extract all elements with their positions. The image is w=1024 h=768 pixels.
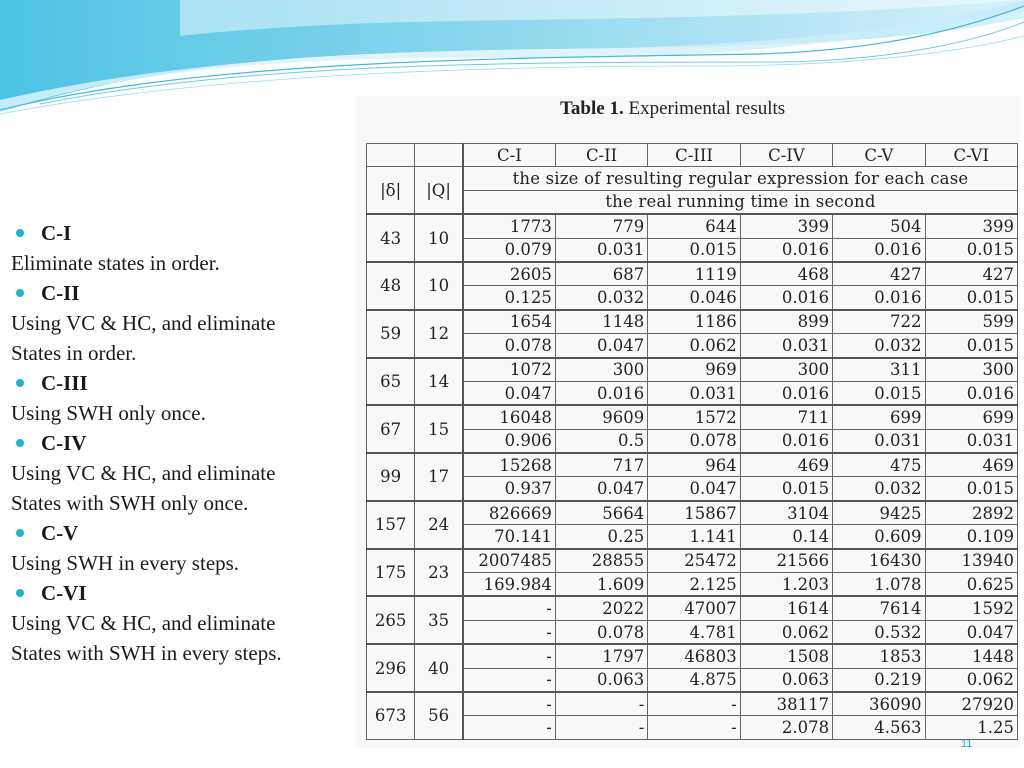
delta-cell: 48 <box>367 262 415 310</box>
table-row <box>367 692 1018 716</box>
size-cell: 699 <box>925 405 1017 429</box>
time-cell: - <box>463 620 555 644</box>
time-cell: 0.047 <box>925 620 1017 644</box>
header-cell <box>415 144 463 167</box>
bullet-icon <box>16 529 24 537</box>
delta-cell: 59 <box>367 310 415 358</box>
table-row <box>367 668 1018 692</box>
table-row <box>367 716 1018 739</box>
table-row <box>367 525 1018 549</box>
size-cell: 1654 <box>463 310 555 334</box>
case-description: Using VC & HC, and eliminate <box>11 311 276 335</box>
q-cell: 40 <box>415 644 463 692</box>
time-cell: 0.016 <box>740 238 832 262</box>
case-description: Using SWH in every steps. <box>11 551 240 575</box>
case-description: States with SWH in every steps. <box>11 641 282 665</box>
case-item <box>11 428 351 518</box>
time-cell: 1.141 <box>648 525 740 549</box>
time-cell: 0.032 <box>833 334 925 358</box>
case-item <box>11 578 351 668</box>
size-cell: 300 <box>925 358 1017 382</box>
size-cell: 427 <box>925 262 1017 286</box>
table-row <box>367 381 1018 405</box>
table-row <box>367 334 1018 358</box>
time-cell: 0.5 <box>555 429 647 453</box>
time-cell: 4.781 <box>648 620 740 644</box>
table-row <box>367 214 1018 238</box>
size-cell: 717 <box>555 453 647 477</box>
time-cell: 0.046 <box>648 286 740 310</box>
size-row-header: the size of resulting regular expression for each case <box>463 167 1018 190</box>
size-cell: 699 <box>833 405 925 429</box>
size-cell: 687 <box>555 262 647 286</box>
size-cell: 399 <box>740 214 832 238</box>
case-description: States with SWH only once. <box>11 491 249 515</box>
size-cell: 1797 <box>555 644 647 668</box>
time-cell: 0.047 <box>648 477 740 501</box>
time-cell: 0.078 <box>648 429 740 453</box>
size-cell: 1592 <box>925 596 1017 620</box>
size-cell: 1853 <box>833 644 925 668</box>
table-body <box>367 214 1018 739</box>
size-cell: 1148 <box>555 310 647 334</box>
table-row <box>367 477 1018 501</box>
table-caption-text: Experimental results <box>628 98 786 119</box>
table-caption <box>560 98 785 120</box>
size-cell: 1508 <box>740 644 832 668</box>
size-cell: 21566 <box>740 549 832 573</box>
delta-cell: 296 <box>367 644 415 692</box>
size-cell: 15268 <box>463 453 555 477</box>
q-cell: 24 <box>415 501 463 549</box>
size-cell: 469 <box>740 453 832 477</box>
time-cell: 0.015 <box>925 286 1017 310</box>
q-cell: 10 <box>415 214 463 262</box>
time-cell: 0.062 <box>740 620 832 644</box>
size-cell: 899 <box>740 310 832 334</box>
time-cell: 0.016 <box>740 286 832 310</box>
delta-cell: 67 <box>367 405 415 453</box>
time-cell: 0.125 <box>463 286 555 310</box>
size-cell: 826669 <box>463 501 555 525</box>
bullet-icon <box>16 589 24 597</box>
time-cell: 2.125 <box>648 573 740 597</box>
time-cell: 4.563 <box>833 716 925 739</box>
size-cell: 1572 <box>648 405 740 429</box>
time-cell: 0.532 <box>833 620 925 644</box>
table-row <box>367 596 1018 620</box>
size-cell: 475 <box>833 453 925 477</box>
size-cell: 16430 <box>833 549 925 573</box>
delta-cell: 65 <box>367 358 415 406</box>
time-cell: 0.078 <box>463 334 555 358</box>
case-name: C-III <box>41 371 88 395</box>
size-cell: 7614 <box>833 596 925 620</box>
size-cell: 1072 <box>463 358 555 382</box>
bullet-icon <box>16 439 24 447</box>
size-cell: 504 <box>833 214 925 238</box>
size-cell: 469 <box>925 453 1017 477</box>
delta-cell: 265 <box>367 596 415 644</box>
size-cell: 2022 <box>555 596 647 620</box>
case-name: C-II <box>41 281 80 305</box>
table-row <box>367 620 1018 644</box>
time-cell: 70.141 <box>463 525 555 549</box>
time-cell: 1.25 <box>925 716 1017 739</box>
size-cell: 964 <box>648 453 740 477</box>
time-cell: 0.219 <box>833 668 925 692</box>
case-name: C-V <box>41 521 79 545</box>
time-cell: 0.016 <box>740 429 832 453</box>
table-row <box>367 238 1018 262</box>
case-name: C-I <box>41 221 72 245</box>
case-column-header: C-II <box>555 144 647 167</box>
time-row-header: the real running time in second <box>463 190 1018 214</box>
size-cell: 300 <box>740 358 832 382</box>
size-cell: 969 <box>648 358 740 382</box>
time-cell: - <box>463 668 555 692</box>
time-cell: 0.015 <box>925 238 1017 262</box>
time-cell: 0.031 <box>740 334 832 358</box>
time-cell: - <box>463 716 555 739</box>
time-cell: 0.031 <box>648 381 740 405</box>
size-cell: 2892 <box>925 501 1017 525</box>
table-caption-label: Table 1. <box>560 98 624 119</box>
size-cell: 47007 <box>648 596 740 620</box>
case-column-header: C-V <box>833 144 925 167</box>
time-cell: 0.016 <box>555 381 647 405</box>
case-column-header: C-VI <box>925 144 1017 167</box>
case-description: Eliminate states in order. <box>11 251 220 275</box>
size-cell: 599 <box>925 310 1017 334</box>
delta-cell: 673 <box>367 692 415 739</box>
size-cell: 15867 <box>648 501 740 525</box>
time-cell: - <box>555 716 647 739</box>
size-cell: 1448 <box>925 644 1017 668</box>
time-cell: 0.016 <box>925 381 1017 405</box>
q-cell: 12 <box>415 310 463 358</box>
time-cell: 0.015 <box>648 238 740 262</box>
size-cell: 1614 <box>740 596 832 620</box>
size-cell: - <box>555 692 647 716</box>
time-cell: 0.078 <box>555 620 647 644</box>
size-cell: 427 <box>833 262 925 286</box>
delta-column-header: |δ| <box>367 167 415 214</box>
size-cell: 468 <box>740 262 832 286</box>
time-cell: 0.031 <box>833 429 925 453</box>
size-cell: - <box>463 644 555 668</box>
bullet-icon <box>16 289 24 297</box>
table-row <box>367 286 1018 310</box>
time-cell: 0.625 <box>925 573 1017 597</box>
size-cell: 722 <box>833 310 925 334</box>
size-cell: 25472 <box>648 549 740 573</box>
time-cell: 0.047 <box>555 334 647 358</box>
results-table <box>366 143 1018 740</box>
table-row <box>367 573 1018 597</box>
time-cell: 0.937 <box>463 477 555 501</box>
time-cell: 0.062 <box>648 334 740 358</box>
time-cell: 0.032 <box>555 286 647 310</box>
q-cell: 17 <box>415 453 463 501</box>
case-name: C-IV <box>41 431 87 455</box>
case-column-header: C-I <box>463 144 555 167</box>
table-row <box>367 358 1018 382</box>
case-column-header: C-III <box>648 144 740 167</box>
table-figure <box>356 96 1020 748</box>
time-cell: 0.015 <box>925 334 1017 358</box>
q-cell: 56 <box>415 692 463 739</box>
table-row <box>367 405 1018 429</box>
size-cell: 5664 <box>555 501 647 525</box>
case-item <box>11 368 351 428</box>
size-cell: 2605 <box>463 262 555 286</box>
bullet-icon <box>16 229 24 237</box>
table-row <box>367 549 1018 573</box>
size-cell: - <box>463 692 555 716</box>
q-cell: 14 <box>415 358 463 406</box>
table-row <box>367 429 1018 453</box>
time-cell: 0.015 <box>740 477 832 501</box>
time-cell: 0.906 <box>463 429 555 453</box>
size-cell: - <box>648 692 740 716</box>
time-cell: 0.016 <box>833 286 925 310</box>
delta-cell: 175 <box>367 549 415 597</box>
size-cell: 9425 <box>833 501 925 525</box>
size-cell: 36090 <box>833 692 925 716</box>
delta-cell: 99 <box>367 453 415 501</box>
time-cell: - <box>648 716 740 739</box>
time-cell: 0.109 <box>925 525 1017 549</box>
time-cell: 0.047 <box>555 477 647 501</box>
size-cell: - <box>463 596 555 620</box>
case-description: Using VC & HC, and eliminate <box>11 611 276 635</box>
time-cell: 0.063 <box>740 668 832 692</box>
time-cell: 0.015 <box>925 477 1017 501</box>
case-column-header: C-IV <box>740 144 832 167</box>
size-cell: 16048 <box>463 405 555 429</box>
table-row <box>367 501 1018 525</box>
case-description: Using SWH only once. <box>11 401 206 425</box>
time-cell: 4.875 <box>648 668 740 692</box>
time-cell: 0.047 <box>463 381 555 405</box>
size-cell: 1773 <box>463 214 555 238</box>
time-cell: 0.062 <box>925 668 1017 692</box>
size-cell: 27920 <box>925 692 1017 716</box>
q-cell: 10 <box>415 262 463 310</box>
case-item <box>11 518 351 578</box>
case-descriptions <box>11 218 351 668</box>
size-cell: 9609 <box>555 405 647 429</box>
bullet-icon <box>16 379 24 387</box>
delta-cell: 157 <box>367 501 415 549</box>
time-cell: 0.063 <box>555 668 647 692</box>
time-cell: 0.031 <box>925 429 1017 453</box>
size-cell: 711 <box>740 405 832 429</box>
q-cell: 35 <box>415 596 463 644</box>
size-cell: 300 <box>555 358 647 382</box>
time-cell: 0.032 <box>833 477 925 501</box>
size-cell: 28855 <box>555 549 647 573</box>
time-cell: 0.016 <box>740 381 832 405</box>
case-item <box>11 278 351 368</box>
delta-cell: 43 <box>367 214 415 262</box>
case-name: C-VI <box>41 581 87 605</box>
size-cell: 13940 <box>925 549 1017 573</box>
time-cell: 0.016 <box>833 238 925 262</box>
table-row <box>367 310 1018 334</box>
size-cell: 2007485 <box>463 549 555 573</box>
q-column-header: |Q| <box>415 167 463 214</box>
time-cell: 169.984 <box>463 573 555 597</box>
time-cell: 2.078 <box>740 716 832 739</box>
time-cell: 0.031 <box>555 238 647 262</box>
time-cell: 0.14 <box>740 525 832 549</box>
time-cell: 0.609 <box>833 525 925 549</box>
size-cell: 399 <box>925 214 1017 238</box>
slide-number: 11 <box>961 738 973 750</box>
time-cell: 0.015 <box>833 381 925 405</box>
case-description: Using VC & HC, and eliminate <box>11 461 276 485</box>
size-cell: 46803 <box>648 644 740 668</box>
size-cell: 3104 <box>740 501 832 525</box>
size-cell: 1119 <box>648 262 740 286</box>
q-cell: 15 <box>415 405 463 453</box>
header-cell <box>367 144 415 167</box>
size-cell: 1186 <box>648 310 740 334</box>
time-cell: 1.609 <box>555 573 647 597</box>
size-cell: 38117 <box>740 692 832 716</box>
size-cell: 311 <box>833 358 925 382</box>
case-item <box>11 218 351 278</box>
size-cell: 644 <box>648 214 740 238</box>
table-row <box>367 644 1018 668</box>
table-row <box>367 262 1018 286</box>
size-cell: 779 <box>555 214 647 238</box>
time-cell: 0.25 <box>555 525 647 549</box>
q-cell: 23 <box>415 549 463 597</box>
case-description: States in order. <box>11 341 137 365</box>
time-cell: 0.079 <box>463 238 555 262</box>
time-cell: 1.078 <box>833 573 925 597</box>
table-row <box>367 453 1018 477</box>
time-cell: 1.203 <box>740 573 832 597</box>
